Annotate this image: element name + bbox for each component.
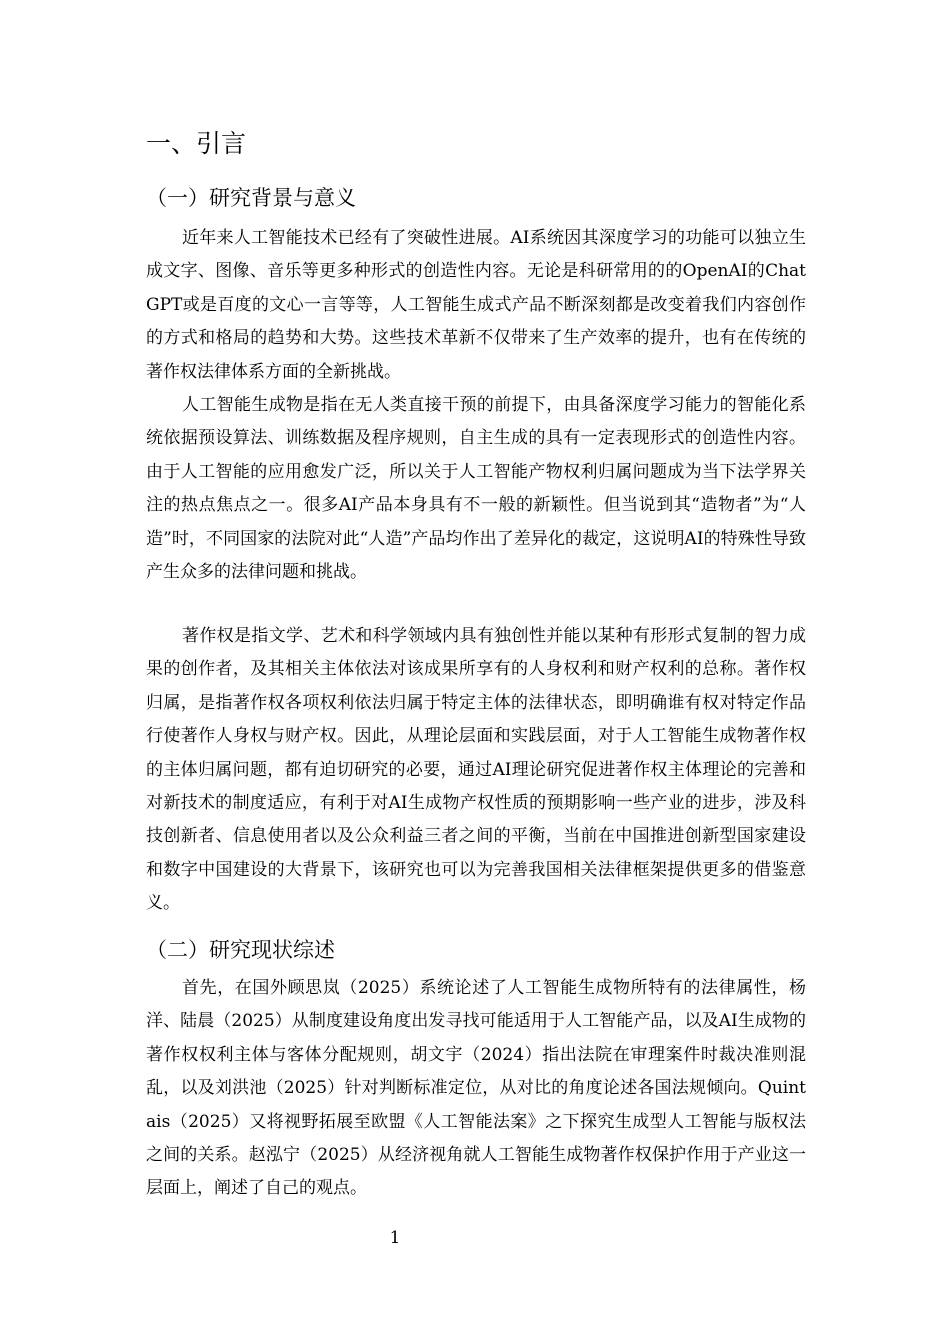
- paragraph: 著作权是指文学、艺术和科学领域内具有独创性并能以某种有形形式复制的智力成果的创作者，及其相关主体依法对该成果所享有的人身权利和财产权利的总称。著作权归属，是指著作权各项权利依法归属于特定主体的法律状态，即明确谁有权对特定作品行使著作人身权与财产权。因此，从理论层面和实践层面，对于人工智能生成物著作权的主体归属问题，都有迫切研究的必要，通过AI理论研究促进著作权主体理论的完善和对新技术的制度适应，有利于对AI生成物产权性质的预期影响一些产业的进步，涉及科技创新者、信息使用者以及公众利益三者之间的平衡，当前在中国推进创新型国家建设和数字中国建设的大背景下，该研究也可以为完善我国相关法律框架提供更多的借鉴意义。: [146, 626, 806, 914]
- section-title-review: （二）研究现状综述: [146, 938, 335, 962]
- paragraph: 近年来人工智能技术已经有了突破性进展。AI系统因其深度学习的功能可以独立生成文字、图像、音乐等更多种形式的创造性内容。无论是科研常用的的OpenAI的ChatGPT或是百度的文心一言等等，人工智能生成式产品不断深刻都是改变着我们内容创作的方式和格局的趋势和大势。这些技术革新不仅带来了生产效率的提升，也有在传统的著作权法律体系方面的全新挑战。: [146, 228, 806, 382]
- section-title-background: （一）研究背景与意义: [146, 186, 356, 210]
- paragraph: 首先，在国外顾思岚（2025）系统论述了人工智能生成物所特有的法律属性，杨洋、陆晨（2025）从制度建设角度出发寻找可能适用于人工智能产品，以及AI生成物的著作权权利主体与客体分配规则，胡文宇（2024）指出法院在审理案件时裁决准则混乱，以及刘洪池（2025）针对判断标准定位，从对比的角度论述各国法规倾向。Quintais（2025）又将视野拓展至欧盟《人工智能法案》之下探究生成型人工智能与版权法之间的关系。赵泓宁（2025）从经济视角就人工智能生成物著作权保护作用于产业这一层面上，阐述了自己的观点。: [146, 978, 806, 1199]
- page-number: 1: [389, 1228, 401, 1248]
- paragraph: 人工智能生成物是指在无人类直接干预的前提下，由具备深度学习能力的智能化系统依据预设算法、训练数据及程序规则，自主生成的具有一定表现形式的创造性内容。由于人工智能的应用愈发广泛，所以关于人工智能产物权利归属问题成为当下法学界关注的热点焦点之一。很多AI产品本身具有不一般的新颖性。但当说到其“造物者”为“人造”时，不同国家的法院对此“人造”产品均作出了差异化的裁定，这说明AI的特殊性导致产生众多的法律问题和挑战。: [146, 395, 806, 583]
- chapter-heading: 一、引言: [146, 129, 247, 158]
